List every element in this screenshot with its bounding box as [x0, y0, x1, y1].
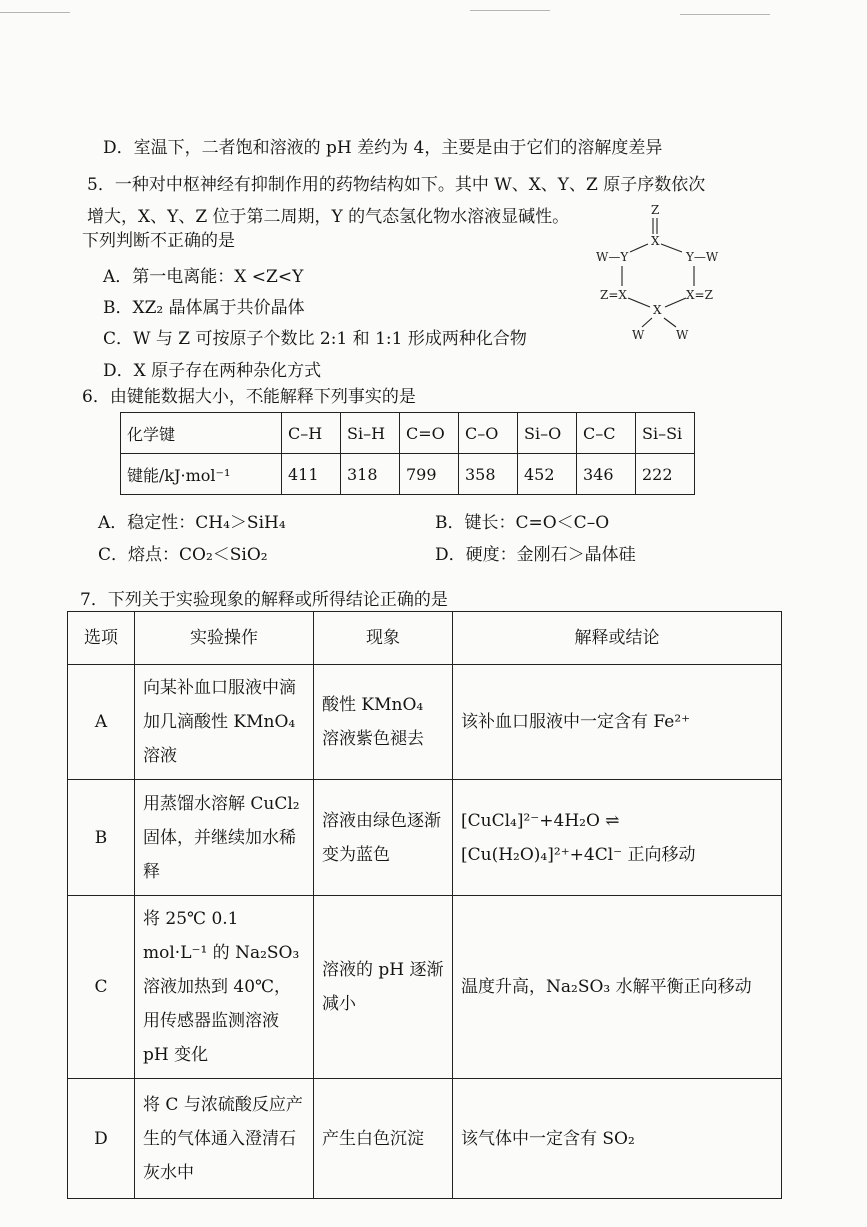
experiment-row-b: [68, 780, 782, 896]
q5-emphasis-not-correct: 不正确: [150, 231, 201, 251]
q5-option-b: B．XZ₂ 晶体属于共价晶体: [103, 298, 305, 318]
experiment-row-c: [68, 896, 782, 1079]
q5-option-d: D．X 原子存在两种杂化方式: [103, 361, 322, 381]
bond-cell: Si–H: [341, 413, 400, 454]
row-phenomenon: 溶液由绿色逐渐变为蓝色: [314, 780, 453, 896]
row-option: C: [68, 896, 135, 1079]
struct-label-w-y-left: W—Y: [596, 250, 629, 264]
bond-row: [121, 413, 695, 454]
row-conclusion: 该气体中一定含有 SO₂: [453, 1079, 782, 1199]
experiment-row-d: [68, 1079, 782, 1199]
q6-option-b: B．键长：C=O＜C–O: [435, 513, 610, 533]
header-phenomenon: 现象: [314, 612, 453, 665]
experiment-header-row: [68, 612, 782, 665]
molecule-structure-diagram: [590, 198, 740, 348]
q5-stem-line3: [82, 226, 235, 251]
q6-stem-suffix: 解释下列事实的是: [279, 387, 416, 407]
energy-cell: 411: [282, 454, 341, 495]
row-conclusion: 该补血口服液中一定含有 Fe²⁺: [453, 665, 782, 780]
energy-cell: 358: [459, 454, 518, 495]
energy-cell: 799: [400, 454, 459, 495]
q5-option-a: A．第一电离能：X <Z<Y: [103, 267, 304, 287]
row-conclusion: 温度升高，Na₂SO₃ 水解平衡正向移动: [453, 896, 782, 1079]
row-operation: 将 C 与浓硫酸反应产生的气体通入澄清石灰水中: [135, 1079, 314, 1199]
header-option: 选项: [68, 612, 135, 665]
struct-label-w-bottom-right: W: [676, 328, 689, 342]
q5-stem-prefix: 下列判断: [82, 231, 150, 251]
q6-stem: [82, 382, 416, 407]
bond-cell: C=O: [400, 413, 459, 454]
row-phenomenon: 溶液的 pH 逐渐减小: [314, 896, 453, 1079]
struct-label-x-z-right: X=Z: [686, 288, 713, 302]
energy-cell: 318: [341, 454, 400, 495]
q6-option-a: A．稳定性：CH₄＞SiH₄: [98, 513, 286, 533]
header-conclusion: 解释或结论: [453, 612, 782, 665]
q6-stem-prefix: 6．由键能数据大小，: [82, 387, 246, 407]
struct-label-w-bottom-left: W: [632, 328, 645, 342]
row-operation: 向某补血口服液中滴加几滴酸性 KMnO₄ 溶液: [135, 665, 314, 780]
experiment-row-a: [68, 665, 782, 780]
struct-label-z-top: Z: [651, 203, 660, 217]
energy-cell: 222: [636, 454, 695, 495]
bond-cell: C–C: [577, 413, 636, 454]
q5-stem-suffix: 的是: [201, 231, 235, 251]
energy-row-label: 键能/kJ·mol⁻¹: [121, 454, 282, 495]
row-option: A: [68, 665, 135, 780]
struct-label-y-w-right: Y—W: [686, 250, 719, 264]
q6-emphasis-cannot: 不能: [245, 387, 280, 407]
header-operation: 实验操作: [135, 612, 314, 665]
q5-stem-line2: 增大，X、Y、Z 位于第二周期，Y 的气态氢化物水溶液显碱性。: [87, 207, 570, 227]
struct-label-z-x-left: Z=X: [600, 288, 627, 302]
q5-option-c: C．W 与 Z 可按原子个数比 2:1 和 1:1 形成两种化合物: [103, 329, 527, 349]
row-conclusion: [CuCl₄]²⁻+4H₂O ⇌ [Cu(H₂O)₄]²⁺+4Cl⁻ 正向移动: [453, 780, 782, 896]
top-scan-line-right: [470, 10, 550, 11]
row-phenomenon: 酸性 KMnO₄ 溶液紫色褪去: [314, 665, 453, 780]
energy-cell: 452: [518, 454, 577, 495]
row-phenomenon: 产生白色沉淀: [314, 1079, 453, 1199]
row-operation: 将 25℃ 0.1 mol·L⁻¹ 的 Na₂SO₃ 溶液加热到 40℃，用传感器监测溶液 pH 变化: [135, 896, 314, 1079]
top-scan-line-far-right: [680, 14, 770, 15]
bond-cell: C–H: [282, 413, 341, 454]
experiment-table: [67, 611, 782, 1199]
bond-cell: Si–Si: [636, 413, 695, 454]
struct-label-x-top: X: [651, 234, 660, 248]
row-option: D: [68, 1079, 135, 1199]
top-scan-line-left: [0, 12, 70, 13]
energy-row: [121, 454, 695, 495]
q5-stem-line1: 5．一种对中枢神经有抑制作用的药物结构如下。其中 W、X、Y、Z 原子序数依次: [87, 175, 706, 195]
struct-label-x-bottom: X: [653, 303, 662, 317]
q6-option-c: C．熔点：CO₂＜SiO₂: [98, 545, 268, 565]
row-operation: 用蒸馏水溶解 CuCl₂ 固体，并继续加水稀释: [135, 780, 314, 896]
q4-option-d: D．室温下，二者饱和溶液的 pH 差约为 4，主要是由于它们的溶解度差异: [103, 138, 663, 158]
energy-cell: 346: [577, 454, 636, 495]
q7-stem: 7．下列关于实验现象的解释或所得结论正确的是: [80, 590, 448, 610]
bond-cell: Si–O: [518, 413, 577, 454]
q6-option-d: D．硬度：金刚石＞晶体硅: [435, 545, 636, 565]
bond-row-label: 化学键: [121, 413, 282, 454]
bond-energy-table: [120, 412, 695, 495]
row-option: B: [68, 780, 135, 896]
bond-cell: C–O: [459, 413, 518, 454]
